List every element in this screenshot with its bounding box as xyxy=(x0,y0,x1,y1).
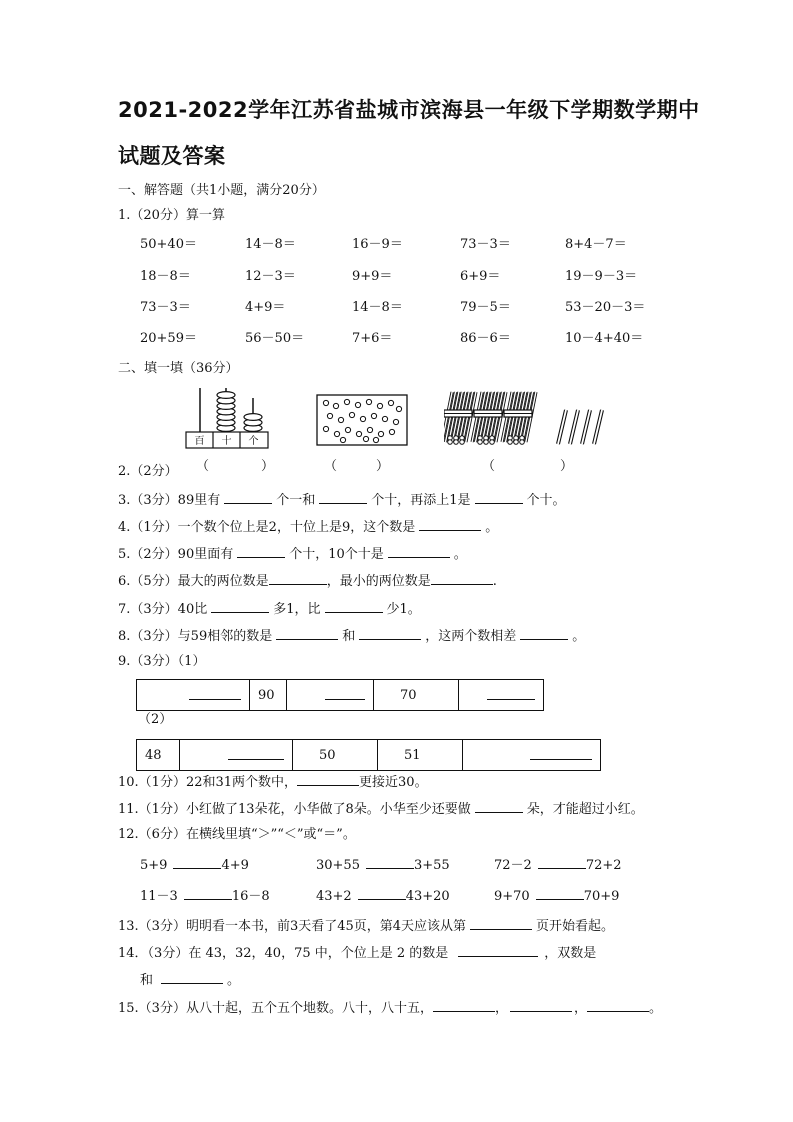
q12-blank[interactable] xyxy=(184,887,232,900)
dot xyxy=(333,403,338,408)
q9-2-blank-1[interactable] xyxy=(228,747,284,760)
q3-blank-1[interactable] xyxy=(224,491,272,504)
q12-comparison-item: 9+70 70+9 xyxy=(494,889,620,904)
q9-2-cell-48: 48 xyxy=(137,740,180,771)
q7-blank-2[interactable] xyxy=(325,600,383,613)
dots-box-picture xyxy=(316,394,408,446)
single-stick xyxy=(594,410,602,444)
dot xyxy=(355,402,360,407)
q9-2-cell-51: 51 xyxy=(378,740,463,771)
calc-item: 10－4+40＝ xyxy=(565,331,644,346)
question-1-label: 1.（20分）算一算 xyxy=(118,208,225,223)
q9-1-cell-5[interactable] xyxy=(459,680,544,711)
answer-paren-abacus: （ ） xyxy=(196,459,275,474)
calc-item: 18－8＝ xyxy=(140,269,191,284)
dot xyxy=(371,413,376,418)
calc-item: 50+40＝ xyxy=(140,237,197,252)
calc-item: 12－3＝ xyxy=(245,269,296,284)
q9-1-cell-3[interactable] xyxy=(287,680,374,711)
dot xyxy=(323,400,328,405)
q13-blank[interactable] xyxy=(470,917,532,930)
stick-bundle xyxy=(472,392,506,444)
question-14: 14．（3分）在 43，32，40，75 中，个位上是 2 的数是 ，双数是 xyxy=(118,946,597,961)
question-13: 13.（3分）明明看一本书，前3天看了45页，第4天应该从第 页开始看起。 xyxy=(118,919,615,934)
question-6: 6.（5分）最大的两位数是 ，最小的两位数是 . xyxy=(118,574,497,589)
stick-bundle xyxy=(444,392,476,444)
calc-item: 9+9＝ xyxy=(352,269,393,284)
dot xyxy=(393,419,398,424)
question-7: 7.（3分）40比 多1，比 少1。 xyxy=(118,602,421,617)
q9-1-cell-90: 90 xyxy=(250,680,287,711)
calc-item: 20+59＝ xyxy=(140,331,197,346)
q7-blank-1[interactable] xyxy=(211,600,269,613)
q12-comparison-item: 43+2 43+20 xyxy=(316,889,450,904)
question-2: 2.（2分） xyxy=(118,464,178,479)
dot xyxy=(396,406,401,411)
q5-blank-2[interactable] xyxy=(388,545,450,558)
dot xyxy=(389,429,394,434)
q4-blank[interactable] xyxy=(419,518,481,531)
single-stick xyxy=(558,410,566,444)
q9-sequence-table-1 xyxy=(136,679,544,711)
q8-blank-2[interactable] xyxy=(359,627,421,640)
q15-blank-3[interactable] xyxy=(587,999,649,1012)
dot xyxy=(344,399,349,404)
q9-2-blank-2[interactable] xyxy=(530,747,592,760)
dot xyxy=(349,412,354,417)
question-9-part-2: （2） xyxy=(138,712,173,727)
q9-2-cell-5[interactable] xyxy=(463,740,601,771)
abacus-label-tens: 十 xyxy=(221,436,232,447)
calc-item: 19－9－3＝ xyxy=(565,269,638,284)
q14-blank-1[interactable] xyxy=(458,944,538,957)
q12-blank[interactable] xyxy=(536,887,584,900)
q12-comparison-item: 30+55 3+55 xyxy=(316,858,450,873)
stick-bundle xyxy=(502,392,536,444)
q12-comparison-item: 11－3 16－8 xyxy=(140,889,270,904)
question-5: 5.（2分）90里面有 个十，10个十是 。 xyxy=(118,547,467,562)
question-14-continued: 和 。 xyxy=(140,973,241,988)
dot xyxy=(327,413,332,418)
calc-item: 7+6＝ xyxy=(352,331,393,346)
q9-1-blank-3[interactable] xyxy=(487,687,535,700)
q10-blank[interactable] xyxy=(297,773,359,786)
question-11: 11.（1分）小红做了13朵花，小华做了8朵。小华至少还要做 朵，才能超过小红。 xyxy=(118,802,644,817)
dot xyxy=(382,416,387,421)
q8-blank-3[interactable] xyxy=(520,627,568,640)
q9-1-blank-2[interactable] xyxy=(325,687,365,700)
single-stick xyxy=(570,410,578,444)
dot xyxy=(340,437,345,442)
question-9: 9.（3分）（1） xyxy=(118,654,206,669)
dot xyxy=(360,416,365,421)
question-15: 15.（3分）从八十起，五个五个地数。八十，八十五， ， ， 。 xyxy=(118,1001,662,1016)
q3-blank-2[interactable] xyxy=(319,491,367,504)
q9-sequence-table-2 xyxy=(136,739,601,771)
q9-2-cell-50: 50 xyxy=(293,740,378,771)
q6-blank-2[interactable] xyxy=(431,572,493,585)
q3-blank-3[interactable] xyxy=(475,491,523,504)
dot xyxy=(366,399,371,404)
calc-item: 79－5＝ xyxy=(460,300,511,315)
q9-1-cell-70: 70 xyxy=(374,680,459,711)
q12-blank[interactable] xyxy=(538,856,586,869)
calc-item: 4+9＝ xyxy=(245,300,286,315)
section1-heading: 一、解答题（共1小题，满分20分） xyxy=(118,183,325,198)
q12-blank[interactable] xyxy=(358,887,406,900)
dot xyxy=(363,436,368,441)
q15-blank-2[interactable] xyxy=(510,999,572,1012)
abacus-picture xyxy=(180,384,280,450)
section2-heading: 二、填一填（36分） xyxy=(118,361,239,376)
dot xyxy=(373,437,378,442)
calc-item: 73－3＝ xyxy=(140,300,191,315)
dot xyxy=(388,400,393,405)
dot xyxy=(345,427,350,432)
q8-blank-1[interactable] xyxy=(276,627,338,640)
dot xyxy=(338,417,343,422)
q15-blank-1[interactable] xyxy=(433,999,495,1012)
question-12: 12.（6分）在横线里填“＞”“＜”或“＝”。 xyxy=(118,827,356,842)
question-10: 10.（1分）22和31两个数中， 更接近30。 xyxy=(118,775,428,790)
single-stick xyxy=(582,410,590,444)
calc-item: 56－50＝ xyxy=(245,331,305,346)
q9-1-cell-1[interactable] xyxy=(137,680,250,711)
answer-paren-sticks: （ ） xyxy=(482,459,574,474)
calc-item: 6+9＝ xyxy=(460,269,501,284)
question-4: 4.（1分）一个数个位上是2，十位上是9，这个数是 。 xyxy=(118,520,499,535)
calc-item: 8+4－7＝ xyxy=(565,237,627,252)
dot xyxy=(356,431,361,436)
dot xyxy=(377,403,382,408)
q12-blank[interactable] xyxy=(173,856,221,869)
q12-comparison-item: 5+9 4+9 xyxy=(140,858,249,873)
abacus-label-hundreds: 百 xyxy=(194,436,205,447)
calc-item: 73－3＝ xyxy=(460,237,511,252)
q9-2-cell-2[interactable] xyxy=(180,740,293,771)
q12-blank[interactable] xyxy=(366,856,414,869)
stick-bundles-picture xyxy=(444,388,612,448)
calc-item: 14－8＝ xyxy=(245,237,296,252)
document-title-line1: 2021-2022学年江苏省盐城市滨海县一年级下学期数学期中 xyxy=(118,98,700,122)
dot xyxy=(323,426,328,431)
question-8: 8.（3分）与59相邻的数是 和 ，这两个数相差 。 xyxy=(118,629,586,644)
q9-1-blank-1[interactable] xyxy=(189,687,241,700)
q12-comparison-item: 72－2 72+2 xyxy=(494,858,622,873)
abacus-label-ones: 个 xyxy=(248,436,259,447)
calc-item: 14－8＝ xyxy=(352,300,403,315)
q6-blank-1[interactable] xyxy=(269,572,327,585)
calc-item: 86－6＝ xyxy=(460,331,511,346)
document-title-line2: 试题及答案 xyxy=(118,144,226,168)
question-3: 3.（3分）89里有 个一和 个十，再添上1是 个十。 xyxy=(118,493,566,508)
q5-blank-1[interactable] xyxy=(237,545,285,558)
q11-blank[interactable] xyxy=(475,800,523,813)
answer-paren-dots: （ ） xyxy=(324,459,390,474)
dot xyxy=(367,427,372,432)
calc-item: 16－9＝ xyxy=(352,237,403,252)
dot xyxy=(378,431,383,436)
q14-blank-2[interactable] xyxy=(161,971,223,984)
calc-item: 53－20－3＝ xyxy=(565,300,646,315)
dot xyxy=(334,431,339,436)
